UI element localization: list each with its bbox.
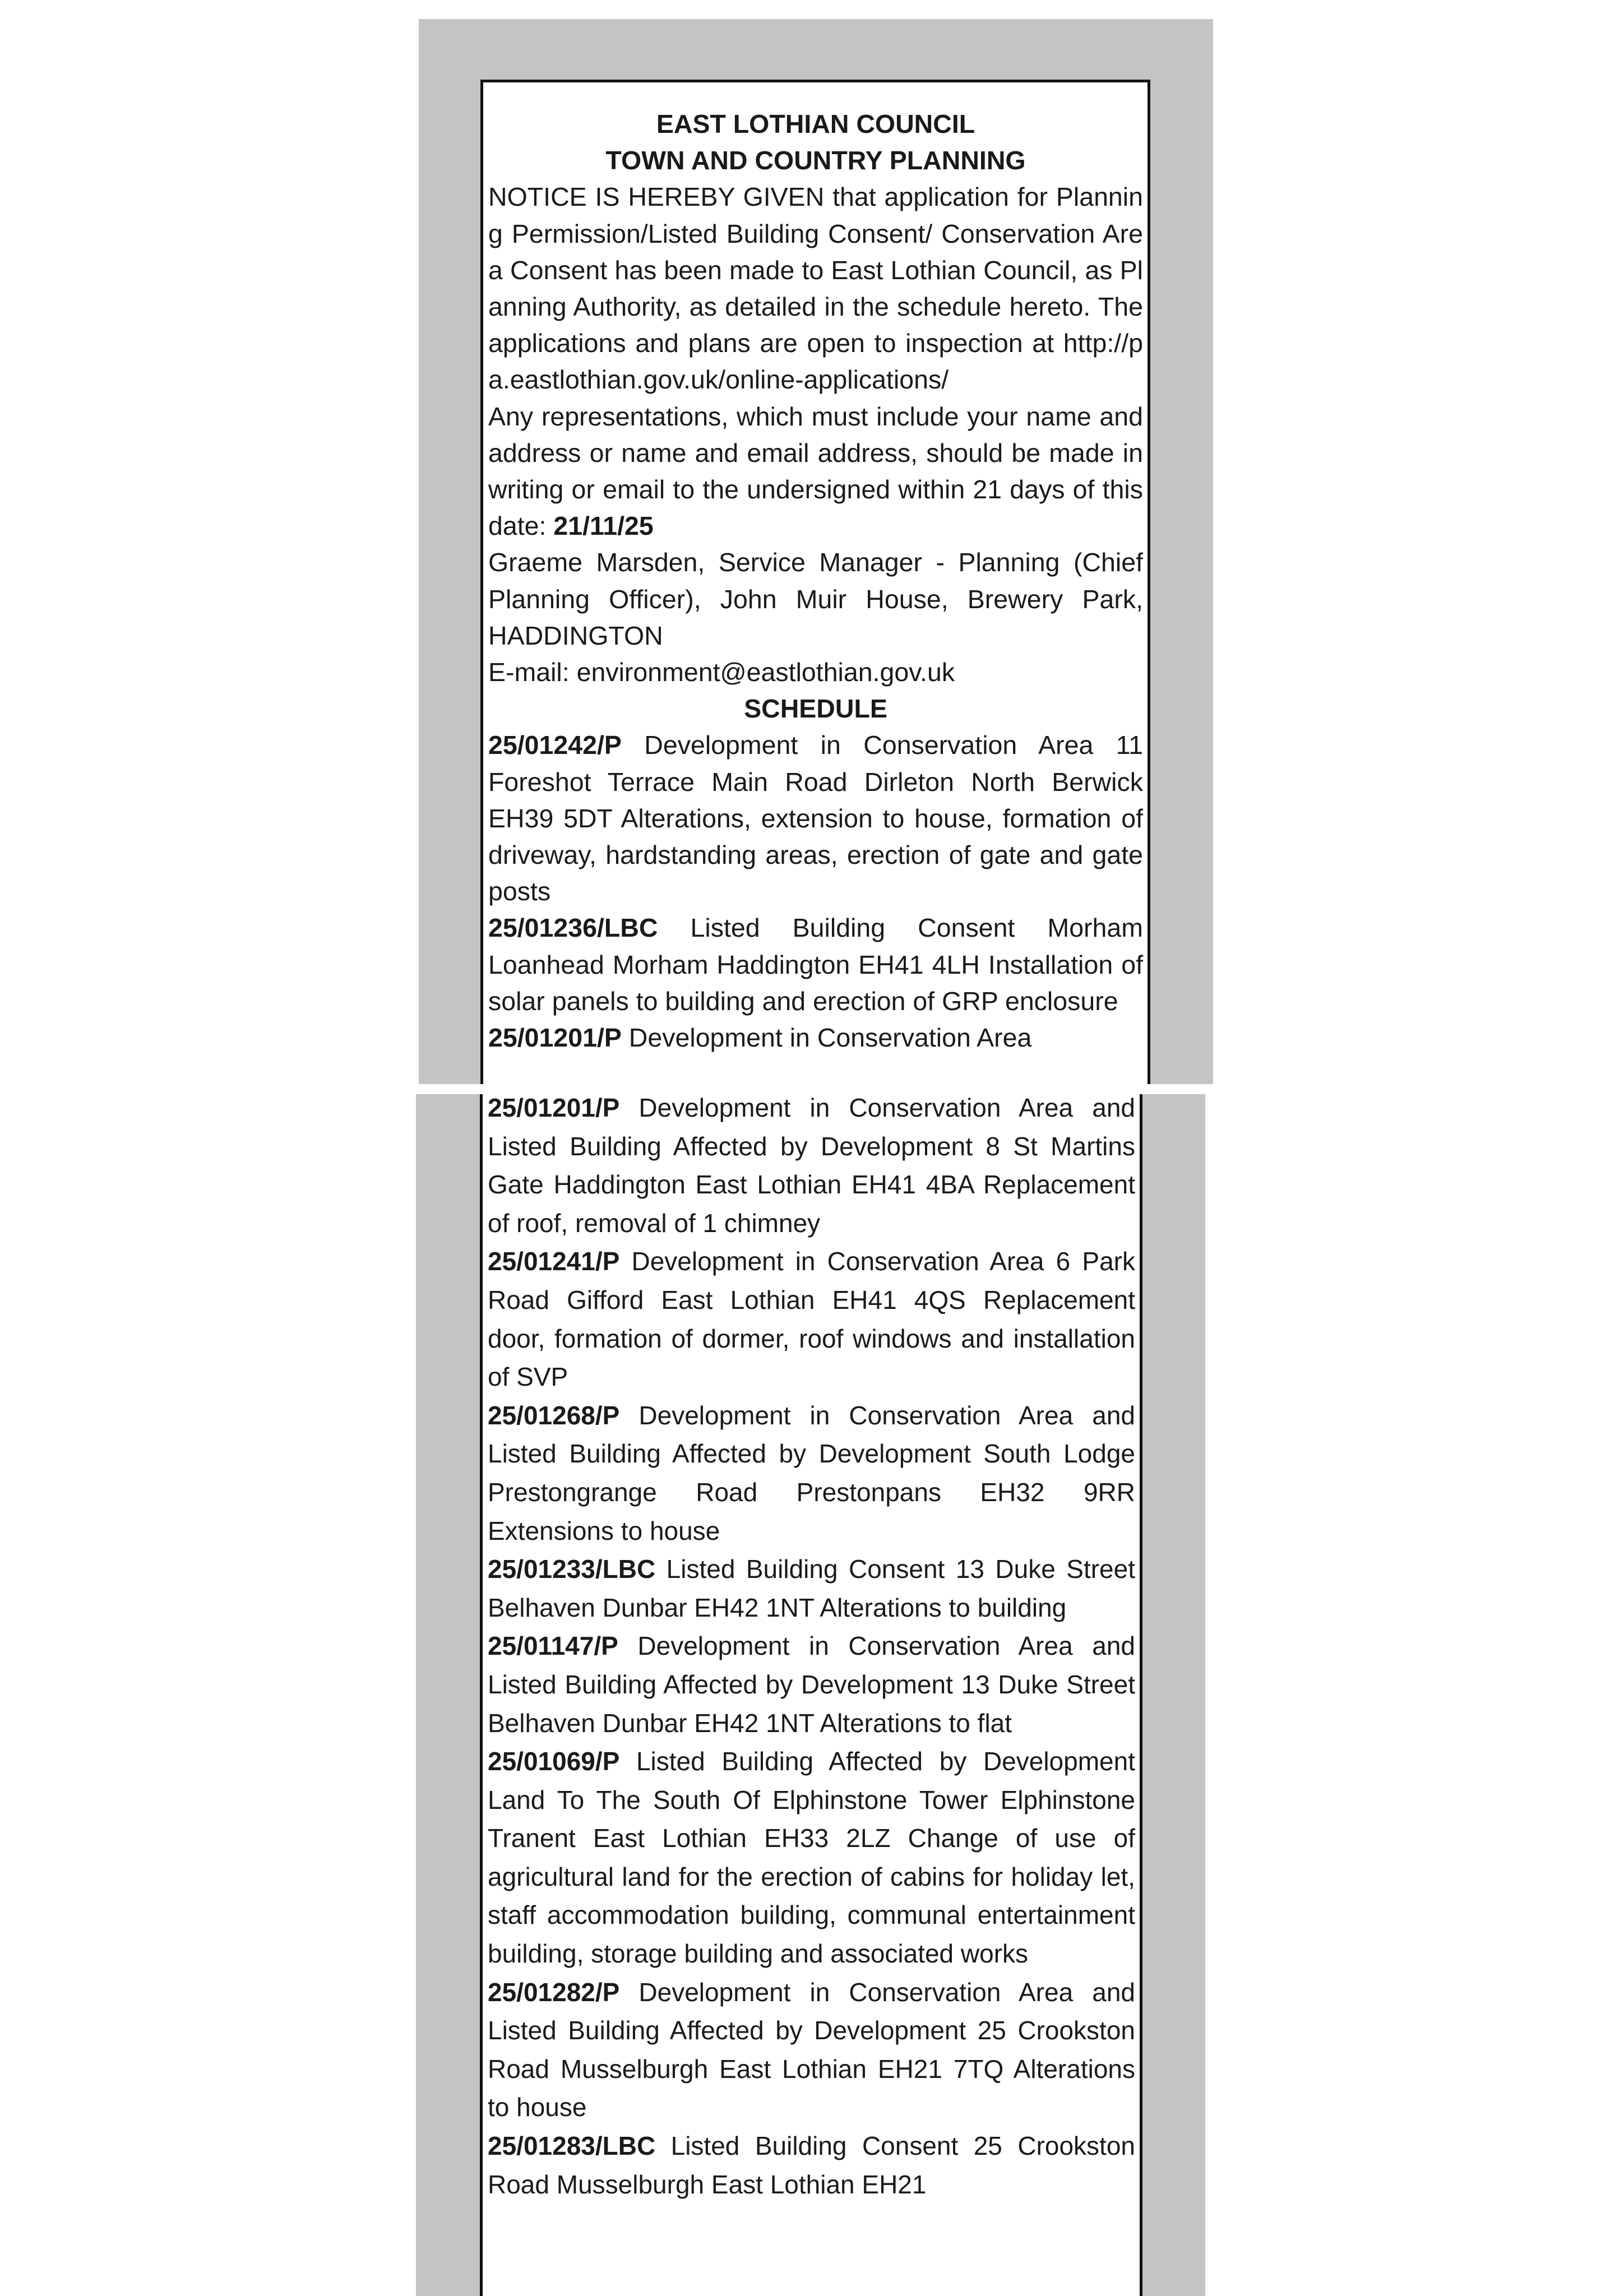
schedule-heading: SCHEDULE	[744, 694, 887, 724]
application-ref: 25/01069/P	[488, 1747, 620, 1776]
application-details: Development in Conservation Area	[621, 1023, 1032, 1053]
application-ref: 25/01241/P	[488, 1247, 620, 1276]
application-details: Listed Building Consent 25 Crookston Road Musselburgh East Lothian EH21	[488, 2131, 1135, 2199]
schedule-entry	[488, 1973, 1135, 2127]
schedule-entry	[488, 1020, 1143, 1056]
representations-text: Any representations, which must include your name and address or name and email address, should be made in writing or email to the undersigned within 21 days of this date:	[488, 401, 1143, 541]
clipping-bottom	[416, 1094, 1205, 2296]
application-details: Development in Conservation Area and Listed Building Affected by Development 25 Crookston Road Musselburgh East Lothian EH21 7TQ Alterations to house	[488, 1977, 1135, 2122]
application-ref: 25/01268/P	[488, 1400, 620, 1430]
representations-paragraph	[488, 399, 1143, 545]
application-details: Listed Building Consent Morham Loanhead Morham Haddington EH41 4LH Installation of solar panels to building and erection of GRP enclosure	[488, 913, 1143, 1016]
application-ref: 25/01283/LBC	[488, 2131, 656, 2161]
schedule-entry	[488, 1550, 1135, 1627]
schedule-entry	[488, 727, 1143, 910]
notice-date: 21/11/25	[553, 511, 654, 541]
application-details: Listed Building Affected by Development Land To The South Of Elphinstone Tower Elphinstone Tranent East Lothian EH33 2LZ Change of use of agricultural land for the erection of cabins for holiday let, staff accommodation building, communal entertainment building, storage building and associated works	[488, 1747, 1135, 1969]
application-details: Development in Conservation Area and Listed Building Affected by Development 13 Duke Street Belhaven Dunbar EH42 1NT Alterations to flat	[488, 1631, 1135, 1738]
application-details: Development in Conservation Area 6 Park Road Gifford East Lothian EH41 4QS Replacement door, formation of dormer, roof windows and installation of SVP	[488, 1247, 1135, 1392]
clipping-top	[419, 19, 1213, 1084]
schedule-entry	[488, 910, 1143, 1020]
application-details: Development in Conservation Area 11 Foreshot Terrace Main Road Dirleton North Berwick EH39 5DT Alterations, extension to house, formation of driveway, hardstanding areas, erection of gate and gate posts	[488, 730, 1143, 906]
schedule-entry	[488, 1094, 1135, 1242]
schedule-entry	[488, 2127, 1135, 2204]
application-details: Development in Conservation Area and Listed Building Affected by Development South Lodge Prestongrange Road Prestonpans EH32 9RR Extensions to house	[488, 1400, 1135, 1545]
notice-box-bottom	[480, 1094, 1142, 2296]
application-ref: 25/01147/P	[488, 1631, 618, 1661]
signatory-paragraph: Graeme Marsden, Service Manager - Planning (Chief Planning Officer), John Muir House, Brewery Park, HADDINGTON	[488, 548, 1143, 650]
email-line: E-mail: environment@eastlothian.gov.uk	[488, 658, 955, 687]
application-ref: 25/01201/P	[488, 1023, 622, 1053]
act-heading: TOWN AND COUNTRY PLANNING	[605, 146, 1026, 175]
application-details: Listed Building Consent 13 Duke Street Belhaven Dunbar EH42 1NT Alterations to building	[488, 1554, 1135, 1622]
schedule-entry	[488, 1742, 1135, 1973]
application-ref: 25/01242/P	[488, 730, 622, 760]
council-heading: EAST LOTHIAN COUNCIL	[656, 109, 975, 138]
application-ref: 25/01236/LBC	[488, 913, 658, 943]
schedule-entry	[488, 1627, 1135, 1742]
application-ref: 25/01201/P	[488, 1094, 620, 1122]
application-ref: 25/01233/LBC	[488, 1554, 656, 1584]
notice-box-top	[480, 80, 1150, 1084]
intro-paragraph: NOTICE IS HEREBY GIVEN that application for Planning Permission/Listed Building Consent/ Conservation Area Consent has been made to East Lothian Council, as Planning Authority, as detailed in the schedule hereto. The applications and plans are open to inspection at http://pa.eastlothian.gov.uk/online-applications/	[488, 182, 1143, 395]
application-details: Development in Conservation Area and Listed Building Affected by Development 8 St Martins Gate Haddington East Lothian EH41 4BA Replacement of roof, removal of 1 chimney	[488, 1094, 1135, 1238]
application-ref: 25/01282/P	[488, 1977, 620, 2007]
schedule-entry	[488, 1396, 1135, 1550]
schedule-entry	[488, 1242, 1135, 1396]
